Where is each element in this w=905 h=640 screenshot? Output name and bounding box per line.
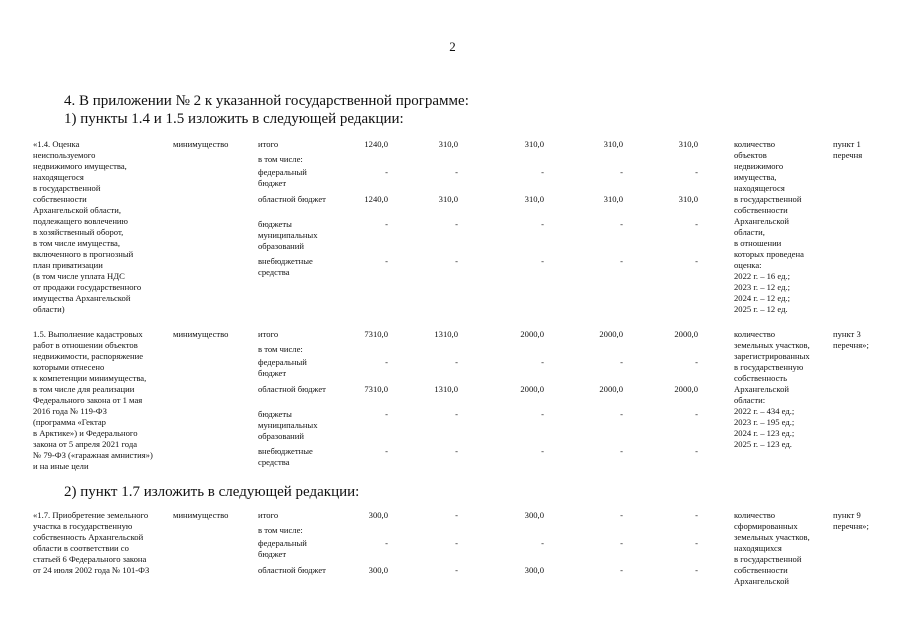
funding-value: - <box>455 538 458 548</box>
funding-source-label: федеральный бюджет <box>258 538 307 559</box>
funding-value: - <box>695 409 698 419</box>
funding-value: 310,0 <box>603 139 623 149</box>
funding-value: - <box>695 565 698 575</box>
funding-value: - <box>385 357 388 367</box>
target-indicator: количество объектов недвижимого имущества, находящегося в государственной собственности Архангельской области, в отношении которых проведена оценка: 2022 г. – 16 ед.; 2023 г. – 12 ед.; 2024 г. – 12 ед.; 2025 г. – 12 ед. <box>734 139 804 314</box>
funding-source-label: федеральный бюджет <box>258 357 307 378</box>
funding-value: 310,0 <box>524 139 544 149</box>
funding-source-label: в том числе: <box>258 344 303 354</box>
funding-value: - <box>695 167 698 177</box>
funding-source-label: областной бюджет <box>258 194 326 204</box>
funding-value: - <box>385 538 388 548</box>
funding-value: - <box>695 357 698 367</box>
funding-value: - <box>541 409 544 419</box>
funding-value: - <box>455 219 458 229</box>
target-indicator: количество земельных участков, зарегистрированных в государственную собственность Архангельской области: 2022 г. – 434 ед.; 2023 г. – 195 ед.; 2024 г. – 123 ед.; 2025 г. – 123 ед. <box>734 329 810 449</box>
funding-value: - <box>620 219 623 229</box>
funding-value: 7310,0 <box>364 384 388 394</box>
funding-source-label: бюджеты муниципальных образований <box>258 409 318 441</box>
funding-value: 310,0 <box>678 194 698 204</box>
funding-source-label: в том числе: <box>258 525 303 535</box>
funding-value: - <box>620 446 623 456</box>
funding-value: 2000,0 <box>674 329 698 339</box>
funding-source-label: итого <box>258 329 279 339</box>
funding-value: - <box>695 256 698 266</box>
funding-value: 310,0 <box>524 194 544 204</box>
funding-value: 1240,0 <box>364 194 388 204</box>
executor: минимущество <box>173 510 229 520</box>
subsection-heading-1: 1) пункты 1.4 и 1.5 изложить в следующей редакции: <box>64 111 404 127</box>
funding-value: 310,0 <box>678 139 698 149</box>
funding-value: - <box>620 167 623 177</box>
funding-value: 1240,0 <box>364 139 388 149</box>
funding-value: 2000,0 <box>599 384 623 394</box>
funding-value: - <box>541 538 544 548</box>
funding-value: - <box>455 256 458 266</box>
list-reference: пункт 3 перечня»; <box>833 329 869 350</box>
funding-value: - <box>385 167 388 177</box>
executor: минимущество <box>173 329 229 339</box>
funding-value: - <box>455 565 458 575</box>
executor: минимущество <box>173 139 229 149</box>
funding-value: - <box>455 446 458 456</box>
funding-value: - <box>541 446 544 456</box>
funding-value: - <box>385 219 388 229</box>
funding-value: - <box>695 538 698 548</box>
funding-value: 1310,0 <box>434 329 458 339</box>
funding-value: - <box>620 538 623 548</box>
funding-value: 2000,0 <box>599 329 623 339</box>
funding-value: - <box>541 357 544 367</box>
funding-value: 310,0 <box>603 194 623 204</box>
funding-source-label: федеральный бюджет <box>258 167 307 188</box>
funding-value: 300,0 <box>368 510 388 520</box>
list-reference: пункт 1 перечня <box>833 139 863 160</box>
funding-value: 300,0 <box>524 510 544 520</box>
funding-source-label: итого <box>258 510 279 520</box>
funding-source-label: внебюджетные средства <box>258 256 313 277</box>
measure-name: «1.4. Оценка неиспользуемого недвижимого имущества, находящегося в государственной собственности Архангельской области, подлежащего вовлечению в хозяйственный оборот, в том числе имущества, включенного в прогнозный план приватизации (в том числе уплата НДС от продажи государственного имущества Архангельской области) <box>33 139 142 314</box>
funding-value: - <box>695 446 698 456</box>
funding-value: - <box>620 510 623 520</box>
funding-value: 7310,0 <box>364 329 388 339</box>
funding-value: - <box>695 510 698 520</box>
funding-value: - <box>455 167 458 177</box>
funding-value: - <box>541 167 544 177</box>
funding-value: 300,0 <box>524 565 544 575</box>
funding-value: 2000,0 <box>674 384 698 394</box>
list-reference: пункт 9 перечня»; <box>833 510 869 531</box>
funding-value: - <box>620 565 623 575</box>
funding-source-label: в том числе: <box>258 154 303 164</box>
target-indicator: количество сформированных земельных участков, находящихся в государственной собственности Архангельской <box>734 510 810 586</box>
funding-source-label: областной бюджет <box>258 384 326 394</box>
funding-value: - <box>541 219 544 229</box>
funding-value: 1310,0 <box>434 384 458 394</box>
funding-value: 300,0 <box>368 565 388 575</box>
funding-value: - <box>695 219 698 229</box>
funding-value: - <box>620 409 623 419</box>
subsection-heading-2: 2) пункт 1.7 изложить в следующей редакции: <box>64 484 360 500</box>
funding-value: - <box>455 357 458 367</box>
funding-value: - <box>620 256 623 266</box>
funding-source-label: итого <box>258 139 279 149</box>
funding-value: 310,0 <box>438 139 458 149</box>
measure-name: «1.7. Приобретение земельного участка в государственную собственность Архангельской области в соответствии со статьей 6 Федерального закона от 24 июля 2002 года № 101-ФЗ <box>33 510 150 575</box>
funding-value: - <box>385 446 388 456</box>
funding-value: 310,0 <box>438 194 458 204</box>
funding-source-label: областной бюджет <box>258 565 326 575</box>
funding-value: - <box>385 409 388 419</box>
funding-value: - <box>541 256 544 266</box>
funding-value: - <box>455 409 458 419</box>
section-heading: 4. В приложении № 2 к указанной государственной программе: <box>64 93 469 109</box>
funding-value: - <box>620 357 623 367</box>
measure-name: 1.5. Выполнение кадастровых работ в отношении объектов недвижимости, распоряжение которыми отнесено к компетенции минимущества, в том числе для реализации Федерального закона от 1 мая 2016 года № 119-ФЗ (программа «Гектар в Арктике») и Федерального закона от 5 апреля 2021 года № 79-ФЗ («гаражная амнистия») и на иные цели <box>33 329 153 471</box>
funding-source-label: внебюджетные средства <box>258 446 313 467</box>
funding-value: 2000,0 <box>520 329 544 339</box>
funding-source-label: бюджеты муниципальных образований <box>258 219 318 251</box>
funding-value: - <box>455 510 458 520</box>
funding-value: - <box>385 256 388 266</box>
funding-value: 2000,0 <box>520 384 544 394</box>
page-number: 2 <box>449 39 456 54</box>
